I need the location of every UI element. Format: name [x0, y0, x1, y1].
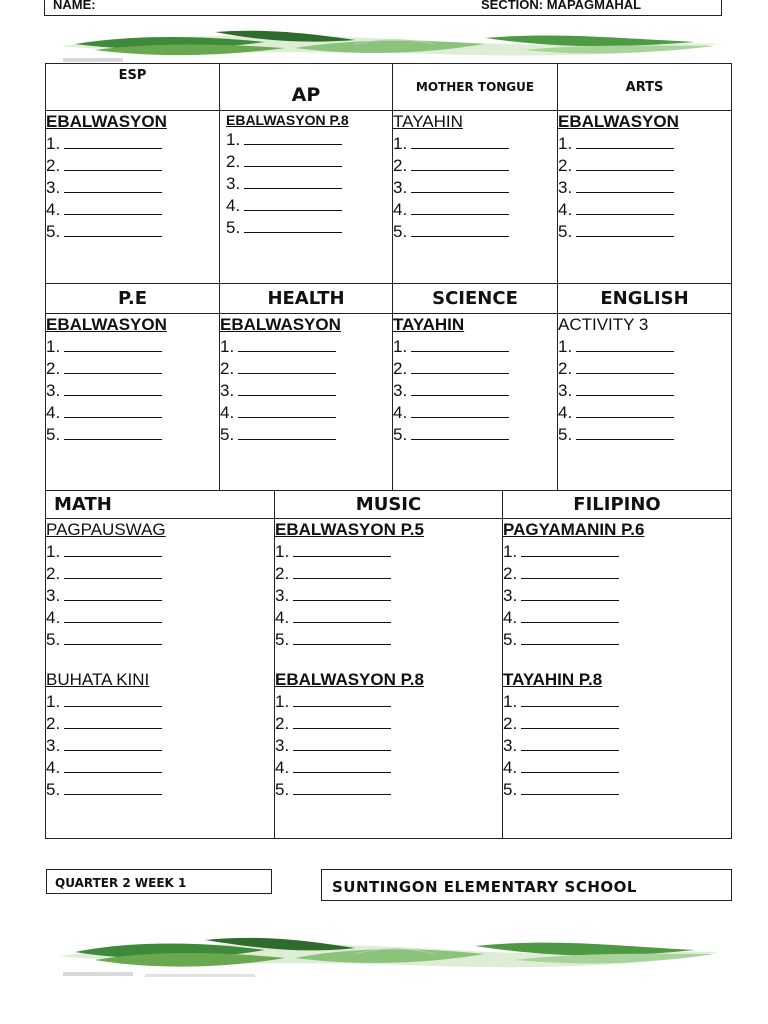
- answer-number: 4.: [393, 403, 408, 422]
- answer-number: 4.: [558, 200, 573, 219]
- answer-lines: [503, 691, 731, 801]
- answer-blank[interactable]: [576, 156, 674, 171]
- answer-number: 5.: [275, 630, 290, 649]
- answer-number: 3.: [46, 586, 61, 605]
- answer-blank[interactable]: [521, 714, 619, 729]
- activity-title: EBALWASYON P.8: [275, 670, 424, 689]
- answer-line: [393, 199, 557, 221]
- answer-blank[interactable]: [244, 152, 342, 167]
- answer-blank[interactable]: [293, 630, 391, 645]
- answer-number: 4.: [558, 403, 573, 422]
- school-name-box: [321, 869, 732, 901]
- answer-blank[interactable]: [293, 564, 391, 579]
- answer-line: [46, 133, 219, 155]
- answer-blank[interactable]: [293, 542, 391, 557]
- answer-line: [46, 713, 274, 735]
- answer-line: [275, 691, 502, 713]
- subject-header-ap: AP: [220, 64, 393, 111]
- answer-blank[interactable]: [521, 564, 619, 579]
- answer-number: 3.: [226, 174, 241, 193]
- answer-number: 5.: [558, 425, 573, 444]
- answer-number: 1.: [558, 134, 573, 153]
- answer-line: [46, 221, 219, 243]
- answer-number: 5.: [46, 425, 61, 444]
- answer-lines: [46, 336, 219, 446]
- answer-line: [46, 358, 219, 380]
- answer-lines: [393, 133, 557, 243]
- answer-number: 2.: [46, 359, 61, 378]
- answer-blank[interactable]: [64, 403, 162, 418]
- answer-line: [275, 629, 502, 651]
- answer-blank[interactable]: [238, 359, 336, 374]
- answer-number: 2.: [503, 564, 518, 583]
- answer-blank[interactable]: [411, 403, 509, 418]
- answer-blank[interactable]: [411, 222, 509, 237]
- answer-number: 3.: [275, 736, 290, 755]
- answer-blank[interactable]: [64, 337, 162, 352]
- answer-line: [226, 195, 392, 217]
- answer-blank[interactable]: [576, 337, 674, 352]
- answer-line: [46, 735, 274, 757]
- answer-line: [393, 358, 557, 380]
- answer-number: 4.: [220, 403, 235, 422]
- activity-title: TAYAHIN P.8: [503, 670, 603, 689]
- answer-number: 1.: [220, 337, 235, 356]
- answer-line: [220, 358, 392, 380]
- answer-blank[interactable]: [238, 425, 336, 440]
- answer-number: 4.: [275, 758, 290, 777]
- answer-number: 5.: [558, 222, 573, 241]
- answer-line: [275, 735, 502, 757]
- name-label: NAME:: [53, 0, 96, 12]
- answer-blank[interactable]: [64, 381, 162, 396]
- answer-number: 3.: [503, 586, 518, 605]
- answer-line: [393, 177, 557, 199]
- answer-blank[interactable]: [64, 758, 162, 773]
- answer-number: 3.: [46, 178, 61, 197]
- answer-lines: [275, 691, 502, 801]
- answer-blank[interactable]: [244, 218, 342, 233]
- answer-blank[interactable]: [238, 403, 336, 418]
- answer-blank[interactable]: [411, 381, 509, 396]
- answer-blank[interactable]: [64, 608, 162, 623]
- answer-blank[interactable]: [521, 542, 619, 557]
- answer-lines: [46, 541, 274, 651]
- answer-line: [275, 541, 502, 563]
- answer-line: [558, 336, 731, 358]
- answer-line: [503, 585, 731, 607]
- answer-line: [393, 380, 557, 402]
- answer-number: 4.: [46, 403, 61, 422]
- answer-line: [220, 336, 392, 358]
- answer-number: 1.: [503, 542, 518, 561]
- answer-blank[interactable]: [521, 780, 619, 795]
- answer-blank[interactable]: [576, 403, 674, 418]
- leaf-banner-bottom: [55, 930, 725, 985]
- activity-title: TAYAHIN: [393, 315, 465, 334]
- answer-line: [226, 217, 392, 239]
- answer-number: 1.: [46, 692, 61, 711]
- answer-number: 4.: [46, 758, 61, 777]
- answer-number: 2.: [558, 359, 573, 378]
- answer-line: [393, 424, 557, 446]
- answer-cell-music: [275, 519, 503, 839]
- answer-number: 4.: [46, 608, 61, 627]
- answer-number: 3.: [220, 381, 235, 400]
- answer-line: [46, 199, 219, 221]
- answer-number: 4.: [393, 200, 408, 219]
- answer-blank[interactable]: [411, 134, 509, 149]
- answer-blank[interactable]: [64, 200, 162, 215]
- answer-number: 3.: [393, 381, 408, 400]
- answer-blank[interactable]: [244, 196, 342, 211]
- answer-blank[interactable]: [411, 359, 509, 374]
- answer-line: [226, 129, 392, 151]
- answer-number: 2.: [220, 359, 235, 378]
- activity-title: PAGYAMANIN P.6: [503, 520, 645, 539]
- answer-line: [46, 424, 219, 446]
- answer-blank[interactable]: [576, 222, 674, 237]
- answer-line: [46, 402, 219, 424]
- subject-header-esp: ESP: [46, 64, 220, 111]
- answer-line: [220, 402, 392, 424]
- answer-lines: [275, 541, 502, 651]
- answer-line: [503, 713, 731, 735]
- answer-number: 5.: [393, 222, 408, 241]
- answer-number: 5.: [393, 425, 408, 444]
- answer-line: [558, 177, 731, 199]
- answer-line: [558, 155, 731, 177]
- answer-number: 2.: [393, 359, 408, 378]
- activity-title: ACTIVITY 3: [558, 315, 649, 334]
- answer-blank[interactable]: [576, 134, 674, 149]
- answer-number: 3.: [275, 586, 290, 605]
- answer-blank[interactable]: [411, 337, 509, 352]
- answer-blank[interactable]: [521, 692, 619, 707]
- answer-blank[interactable]: [293, 780, 391, 795]
- answer-line: [46, 541, 274, 563]
- answer-number: 1.: [393, 134, 408, 153]
- subject-grid-row3: [45, 490, 732, 839]
- answer-number: 3.: [558, 178, 573, 197]
- answer-cell-esp: [46, 111, 220, 284]
- answer-line: [503, 563, 731, 585]
- subject-header-mother-tongue: MOTHER TONGUE: [393, 64, 558, 111]
- answer-blank[interactable]: [576, 359, 674, 374]
- answer-blank[interactable]: [244, 174, 342, 189]
- answer-number: 5.: [226, 218, 241, 237]
- answer-line: [503, 691, 731, 713]
- answer-blank[interactable]: [293, 692, 391, 707]
- answer-blank[interactable]: [293, 736, 391, 751]
- answer-blank[interactable]: [64, 780, 162, 795]
- answer-number: 2.: [46, 564, 61, 583]
- answer-line: [393, 336, 557, 358]
- answer-blank[interactable]: [521, 630, 619, 645]
- answer-lines: [558, 133, 731, 243]
- answer-line: [46, 691, 274, 713]
- answer-line: [46, 779, 274, 801]
- activity-title: EBALWASYON P.5: [275, 520, 424, 539]
- school-name: SUNTINGON ELEMENTARY SCHOOL: [332, 878, 637, 896]
- subject-header-math: MATH: [46, 491, 275, 519]
- answer-cell-pe: [46, 314, 220, 491]
- answer-blank[interactable]: [238, 337, 336, 352]
- answer-blank[interactable]: [411, 425, 509, 440]
- answer-number: 3.: [558, 381, 573, 400]
- answer-number: 2.: [46, 714, 61, 733]
- answer-line: [503, 629, 731, 651]
- answer-lines: [46, 133, 219, 243]
- answer-cell-mother-tongue: [393, 111, 558, 284]
- answer-number: 1.: [393, 337, 408, 356]
- answer-blank[interactable]: [64, 630, 162, 645]
- answer-blank[interactable]: [521, 608, 619, 623]
- answer-blank[interactable]: [576, 200, 674, 215]
- answer-blank[interactable]: [521, 758, 619, 773]
- answer-number: 4.: [503, 758, 518, 777]
- answer-blank[interactable]: [64, 359, 162, 374]
- subject-header-arts: ARTS: [558, 64, 732, 111]
- answer-number: 1.: [46, 337, 61, 356]
- answer-blank[interactable]: [64, 178, 162, 193]
- answer-blank[interactable]: [64, 692, 162, 707]
- quarter-week-label: QUARTER 2 WEEK 1: [55, 876, 187, 890]
- answer-number: 5.: [46, 222, 61, 241]
- answer-line: [275, 713, 502, 735]
- answer-line: [46, 585, 274, 607]
- subject-header-english: ENGLISH: [558, 284, 732, 314]
- section-label: SECTION: MAPAGMAHAL: [481, 0, 642, 12]
- answer-number: 2.: [275, 714, 290, 733]
- answer-lines: [46, 691, 274, 801]
- answer-blank[interactable]: [411, 178, 509, 193]
- answer-blank[interactable]: [576, 178, 674, 193]
- answer-number: 4.: [503, 608, 518, 627]
- answer-blank[interactable]: [64, 156, 162, 171]
- answer-blank[interactable]: [64, 222, 162, 237]
- answer-number: 1.: [46, 134, 61, 153]
- answer-blank[interactable]: [64, 542, 162, 557]
- answer-number: 2.: [393, 156, 408, 175]
- answer-number: 3.: [393, 178, 408, 197]
- answer-line: [275, 757, 502, 779]
- activity-title: BUHATA KINI: [46, 670, 150, 689]
- answer-line: [558, 221, 731, 243]
- answer-blank[interactable]: [293, 758, 391, 773]
- answer-cell-filipino: [503, 519, 732, 839]
- answer-lines: [220, 336, 392, 446]
- answer-number: 5.: [46, 780, 61, 799]
- answer-line: [46, 757, 274, 779]
- answer-number: 1.: [558, 337, 573, 356]
- answer-number: 4.: [275, 608, 290, 627]
- answer-cell-science: [393, 314, 558, 491]
- answer-lines: [503, 541, 731, 651]
- answer-number: 4.: [226, 196, 241, 215]
- activity-title: EBALWASYON: [46, 112, 167, 131]
- answer-line: [393, 402, 557, 424]
- answer-blank[interactable]: [411, 156, 509, 171]
- answer-blank[interactable]: [244, 130, 342, 145]
- answer-number: 1.: [46, 542, 61, 561]
- answer-line: [503, 735, 731, 757]
- answer-blank[interactable]: [64, 714, 162, 729]
- activity-title: EBALWASYON: [46, 315, 167, 334]
- answer-lines: [226, 129, 392, 239]
- answer-line: [393, 133, 557, 155]
- answer-line: [503, 541, 731, 563]
- answer-line: [46, 607, 274, 629]
- answer-blank[interactable]: [64, 425, 162, 440]
- answer-number: 2.: [558, 156, 573, 175]
- answer-blank[interactable]: [576, 425, 674, 440]
- answer-line: [558, 199, 731, 221]
- answer-number: 1.: [275, 692, 290, 711]
- answer-cell-english: [558, 314, 732, 491]
- subject-header-pe: P.E: [46, 284, 220, 314]
- answer-blank[interactable]: [521, 736, 619, 751]
- activity-title: EBALWASYON: [558, 112, 679, 131]
- answer-line: [558, 424, 731, 446]
- subject-header-science: SCIENCE: [393, 284, 558, 314]
- answer-lines: [558, 336, 731, 446]
- answer-line: [393, 221, 557, 243]
- answer-number: 5.: [275, 780, 290, 799]
- answer-line: [503, 779, 731, 801]
- answer-line: [558, 358, 731, 380]
- answer-blank[interactable]: [64, 564, 162, 579]
- answer-number: 5.: [503, 630, 518, 649]
- answer-number: 3.: [503, 736, 518, 755]
- answer-line: [46, 336, 219, 358]
- answer-line: [558, 402, 731, 424]
- answer-blank[interactable]: [238, 381, 336, 396]
- answer-blank[interactable]: [293, 714, 391, 729]
- answer-line: [226, 173, 392, 195]
- answer-line: [558, 133, 731, 155]
- answer-number: 3.: [46, 736, 61, 755]
- answer-blank[interactable]: [521, 586, 619, 601]
- activity-title: EBALWASYON: [220, 315, 341, 334]
- subject-grid-row1: [45, 63, 732, 284]
- answer-cell-arts: [558, 111, 732, 284]
- answer-line: [226, 151, 392, 173]
- answer-number: 2.: [503, 714, 518, 733]
- answer-line: [275, 563, 502, 585]
- answer-number: 5.: [46, 630, 61, 649]
- answer-number: 2.: [226, 152, 241, 171]
- answer-number: 2.: [46, 156, 61, 175]
- answer-blank[interactable]: [64, 586, 162, 601]
- answer-cell-health: [220, 314, 393, 491]
- answer-blank[interactable]: [576, 381, 674, 396]
- activity-title: TAYAHIN: [393, 112, 463, 131]
- answer-line: [46, 177, 219, 199]
- subject-grid-row2: [45, 283, 732, 491]
- answer-line: [275, 607, 502, 629]
- subject-header-music: MUSIC: [275, 491, 503, 519]
- answer-number: 3.: [46, 381, 61, 400]
- answer-line: [220, 424, 392, 446]
- answer-line: [46, 629, 274, 651]
- answer-cell-math: [46, 519, 275, 839]
- answer-line: [503, 607, 731, 629]
- answer-line: [503, 757, 731, 779]
- answer-blank[interactable]: [64, 736, 162, 751]
- answer-line: [46, 380, 219, 402]
- activity-title: EBALWASYON P.8: [226, 112, 349, 128]
- answer-line: [275, 585, 502, 607]
- answer-number: 1.: [226, 130, 241, 149]
- answer-number: 1.: [503, 692, 518, 711]
- subject-header-filipino: FILIPINO: [503, 491, 732, 519]
- answer-number: 1.: [275, 542, 290, 561]
- quarter-week-box: [46, 869, 272, 894]
- answer-line: [558, 380, 731, 402]
- answer-blank[interactable]: [293, 586, 391, 601]
- answer-number: 2.: [275, 564, 290, 583]
- answer-number: 5.: [503, 780, 518, 799]
- answer-line: [46, 563, 274, 585]
- answer-lines: [393, 336, 557, 446]
- answer-number: 4.: [46, 200, 61, 219]
- answer-blank[interactable]: [293, 608, 391, 623]
- activity-title: PAGPAUSWAG: [46, 520, 166, 539]
- answer-line: [393, 155, 557, 177]
- answer-line: [46, 155, 219, 177]
- subject-header-health: HEALTH: [220, 284, 393, 314]
- answer-line: [220, 380, 392, 402]
- answer-cell-ap: [220, 111, 393, 284]
- answer-blank[interactable]: [64, 134, 162, 149]
- answer-number: 5.: [220, 425, 235, 444]
- answer-blank[interactable]: [411, 200, 509, 215]
- answer-line: [275, 779, 502, 801]
- header-box: [44, 0, 722, 16]
